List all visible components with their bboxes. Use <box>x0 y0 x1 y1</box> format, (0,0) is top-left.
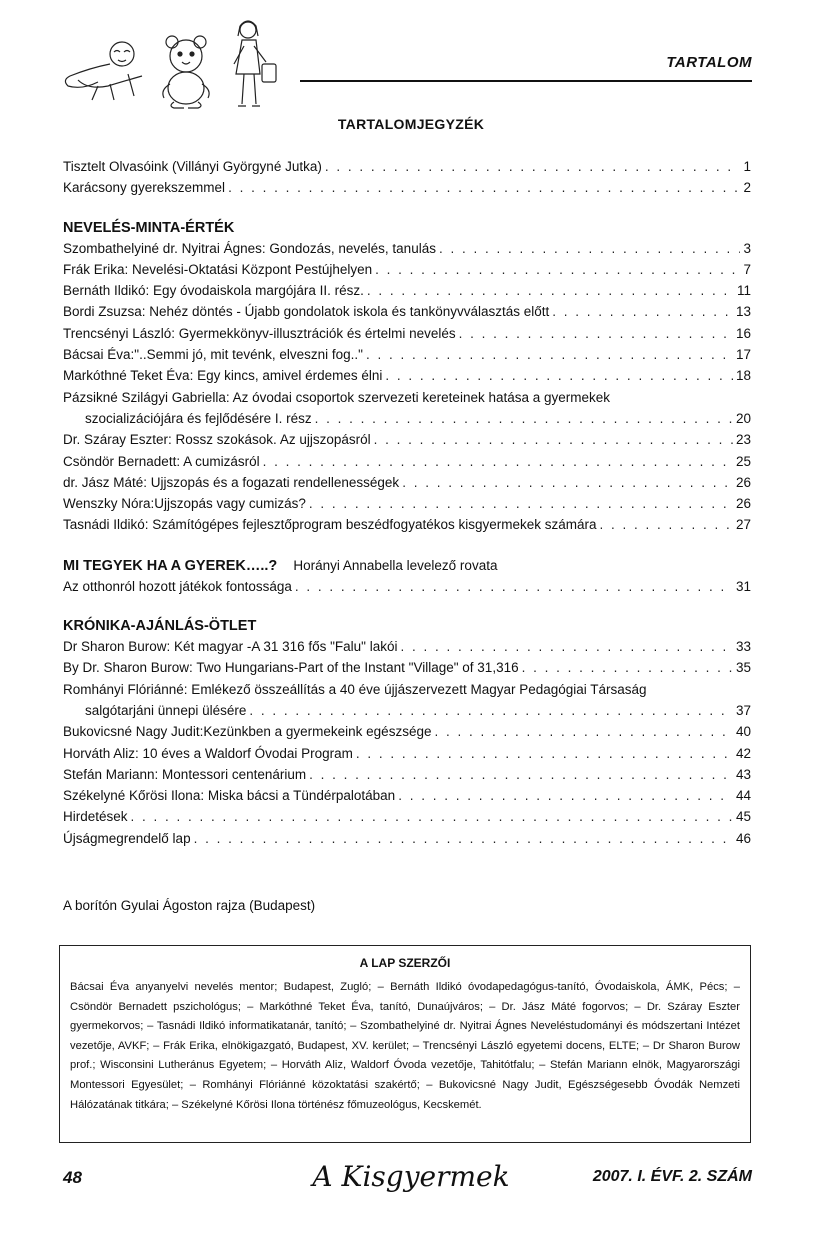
toc-page-number: 43 <box>735 766 751 782</box>
toc-entry-title: Dr Sharon Burow: Két magyar -A 31 316 fős "Falu" lakói <box>63 639 398 655</box>
cover-credit: A borítón Gyulai Ágoston rajza (Budapest) <box>63 898 316 913</box>
footer-page-number: 48 <box>63 1168 82 1187</box>
dot-leader <box>309 493 733 514</box>
toc-page-number: 3 <box>743 240 751 256</box>
dot-leader <box>398 785 733 806</box>
toc-entry[interactable] <box>63 344 751 365</box>
toc-entry[interactable] <box>63 365 751 386</box>
toc-entry-title: Wenszky Nóra:Ujjszopás vagy cumizás? <box>63 496 306 512</box>
section-heading <box>63 556 751 576</box>
section-heading: KRÓNIKA-AJÁNLÁS-ÖTLET <box>63 618 257 635</box>
toc-entry[interactable] <box>63 259 751 280</box>
toc-page-number: 25 <box>735 453 751 469</box>
toc-section-kronika <box>63 617 751 849</box>
dot-leader <box>439 238 741 259</box>
toc-section-mi-tegyek <box>63 556 751 597</box>
toc-entry-title: Bukovicsné Nagy Judit:Kezünkben a gyermekeink egészsége <box>63 724 432 740</box>
toc-page-number: 44 <box>735 788 751 804</box>
dot-leader <box>194 828 733 849</box>
toc-page-number: 26 <box>735 496 751 512</box>
dot-leader <box>366 344 733 365</box>
toc-entry-title: Az otthonról hozott játékok fontossága <box>63 578 292 594</box>
toc-entry-title: dr. Jász Máté: Ujjszopás és a fogazati rendellenességek <box>63 474 400 490</box>
toc-entry-title: Székelyné Kőrösi Ilona: Miska bácsi a Tündérpalotában <box>63 788 396 804</box>
toc-entry[interactable] <box>63 280 751 301</box>
toc-entry[interactable] <box>63 576 751 597</box>
toc-page-number: 13 <box>735 304 751 320</box>
toc-entry[interactable] <box>63 636 751 657</box>
toc-entry[interactable] <box>63 156 751 177</box>
dot-leader <box>402 472 733 493</box>
toc-page-number: 35 <box>735 660 751 676</box>
toc-page-number: 45 <box>735 809 751 825</box>
toc-entry-title: Stefán Mariann: Montessori centenárium <box>63 766 307 782</box>
dot-leader <box>385 365 733 386</box>
toc-entry-title: Bordi Zsuzsa: Nehéz döntés - Újabb gondolatok iskola és tankönyvválasztás előtt <box>63 304 550 320</box>
toc-page-number: 17 <box>735 347 751 363</box>
toc-entry[interactable] <box>63 493 751 514</box>
toc-intro <box>63 156 751 199</box>
dot-leader <box>374 429 733 450</box>
footer-magazine-title: A Kisgyermek <box>312 1160 510 1193</box>
toc-page-number: 11 <box>736 283 751 299</box>
toc-page-number: 31 <box>735 578 751 594</box>
toc-page-number: 37 <box>735 702 751 718</box>
toc-entry-continuation <box>63 408 751 429</box>
dot-leader <box>356 743 733 764</box>
toc-entry[interactable] <box>63 472 751 493</box>
toc-entry[interactable] <box>63 806 751 827</box>
toc-entry-title: Hirdetések <box>63 809 128 825</box>
header-rule <box>300 80 752 82</box>
toc-entry[interactable] <box>63 785 751 806</box>
dot-leader <box>600 514 733 535</box>
dot-leader <box>295 576 733 597</box>
toc-entry[interactable] <box>63 387 751 430</box>
toc-entry-title: Karácsony gyerekszemmel <box>63 180 226 196</box>
toc-entry-title: Dr. Száray Eszter: Rossz szokások. Az ujjszopásról <box>63 432 371 448</box>
toc-entry-title-line1: Pázsikné Szilágyi Gabriella: Az óvodai csoportok szervezeti kereteinek hatása a gyermekek <box>63 389 611 405</box>
toc-entry-title: Szombathelyiné dr. Nyitrai Ágnes: Gondozás, nevelés, tanulás <box>63 240 436 256</box>
toc-entry[interactable] <box>63 828 751 849</box>
toc-entry[interactable] <box>63 323 751 344</box>
toc-entry-title: Trencsényi László: Gyermekkönyv-illusztrációk és értelmi nevelés <box>63 325 456 341</box>
page-title: TARTALOMJEGYZÉK <box>337 116 485 132</box>
toc-entry[interactable] <box>63 451 751 472</box>
toc-page-number: 26 <box>735 474 751 490</box>
authors-box-text: Bácsai Éva anyanyelvi nevelés mentor; Budapest, Zugló; – Bernáth Ildikó óvodapedagógus-tanító, Óvodaiskola, ÁMK, Pécs; – Csöndör Bernadett pszichológus; – Markóthné Teket Éva, tanító, Dunaújváros; – Dr. Jász Máté fogorvos; – Dr. Száray Eszter gyermekorvos; – Tasnádi Ildikó informatikatanár, tanító; – Szombathelyiné dr. Nyitrai Ágnes Neveléstudományi és módszertani Intézet vezetője, AVKF; – Frák Erika, elnökigazgató, Budapest, XV. kerület; – Trencsényi László egyetemi docens, ELTE; – Dr Sharon Burow prof.; Wisconsini Lutheránus Egyetem; – Horváth Aliz, Waldorf Óvoda vezetője, Tahitótfalu; – Stefán Mariann elnök, Magyarországi Montessori Egyesület; – Romhányi Flóriánné közoktatási szakértő; – Bukovicsné Nagy Judit, Egészségesebb Óvodák Nemzeti Hálózatának titkára; – Székelyné Kőrösi Ilona történész főmuzeológus, Kecskemét. <box>70 981 740 1111</box>
dot-leader <box>552 301 733 322</box>
toc-entry-title: Csöndör Bernadett: A cumizásról <box>63 453 260 469</box>
toc-entry-title-line2: salgótarjáni ünnepi ülésére <box>85 702 247 718</box>
table-of-contents <box>63 156 751 869</box>
dot-leader <box>459 323 733 344</box>
section-heading-note: Horányi Annabella levelező rovata <box>293 557 498 573</box>
toc-page-number: 7 <box>743 261 751 277</box>
section-heading: NEVELÉS-MINTA-ÉRTÉK <box>63 219 235 236</box>
toc-entry[interactable] <box>63 679 751 722</box>
dot-leader <box>401 636 733 657</box>
toc-entry-title: Horváth Aliz: 10 éves a Waldorf Óvodai Program <box>63 745 353 761</box>
toc-page-number: 33 <box>735 639 751 655</box>
toc-page-number: 27 <box>735 517 751 533</box>
toc-entry-title: Markóthné Teket Éva: Egy kincs, amivel érdemes élni <box>63 368 383 384</box>
toc-page-number: 18 <box>735 368 751 384</box>
toc-entry[interactable] <box>63 764 751 785</box>
toc-entry-title: Frák Erika: Nevelési-Oktatási Központ Pestújhelyen <box>63 261 373 277</box>
toc-entry[interactable] <box>63 429 751 450</box>
dot-leader <box>375 259 740 280</box>
authors-box-title: A LAP SZERZŐI <box>359 956 451 970</box>
toc-page-number: 20 <box>735 410 751 426</box>
dot-leader <box>228 177 740 198</box>
toc-entry[interactable] <box>63 657 751 678</box>
dot-leader <box>325 156 741 177</box>
toc-page-number: 1 <box>743 159 751 174</box>
section-tag: TARTALOM <box>666 54 752 71</box>
toc-entry-title: Bácsai Éva:"..Semmi jó, mit tevénk, elveszni fog.." <box>63 347 363 363</box>
dot-leader <box>309 764 733 785</box>
toc-page-number: 2 <box>743 180 751 196</box>
toc-entry[interactable] <box>63 743 751 764</box>
dot-leader <box>131 806 733 827</box>
dot-leader <box>249 700 733 721</box>
toc-entry[interactable] <box>63 514 751 535</box>
dot-leader <box>263 451 733 472</box>
toc-entry[interactable] <box>63 301 751 322</box>
toc-page-number: 42 <box>735 745 751 761</box>
dot-leader <box>522 657 733 678</box>
toc-entry-continuation <box>63 700 751 721</box>
toc-entry-title: Tisztelt Olvasóink (Villányi Györgyné Jutka) <box>63 159 322 174</box>
toc-entry-title: Bernáth Ildikó: Egy óvodaiskola margójára II. rész. <box>63 283 364 299</box>
authors-box <box>59 945 751 1143</box>
toc-page-number: 46 <box>735 830 751 846</box>
footer-issue-info: 2007. I. ÉVF. 2. SZÁM <box>592 1168 752 1185</box>
toc-section-neveles <box>63 219 751 536</box>
toc-entry[interactable] <box>63 238 751 259</box>
toc-entry-title: Újságmegrendelő lap <box>63 830 191 846</box>
toc-entry-title-line2: szocializációjára és fejlődésére I. rész <box>85 410 312 426</box>
toc-page-number: 16 <box>735 325 751 341</box>
children-and-teddy-bear-illustration <box>58 14 280 110</box>
dot-leader <box>367 280 734 301</box>
toc-page-number: 40 <box>735 724 751 740</box>
dot-leader <box>315 408 733 429</box>
dot-leader <box>434 721 733 742</box>
section-heading-text: MI TEGYEK HA A GYEREK…..? <box>63 557 278 574</box>
toc-entry-title: Tasnádi Ildikó: Számítógépes fejlesztőprogram beszédfogyatékos kisgyermekek számára <box>63 517 597 533</box>
toc-entry-title: By Dr. Sharon Burow: Two Hungarians-Part of the Instant "Village" of 31,316 <box>63 660 519 676</box>
toc-entry[interactable] <box>63 721 751 742</box>
toc-page-number: 23 <box>735 432 751 448</box>
toc-entry-title-line1: Romhányi Flóriánné: Emlékező összeállítás a 40 éve újjászervezett Magyar Pedagógiai Társaság <box>63 681 647 697</box>
toc-entry[interactable] <box>63 177 751 198</box>
